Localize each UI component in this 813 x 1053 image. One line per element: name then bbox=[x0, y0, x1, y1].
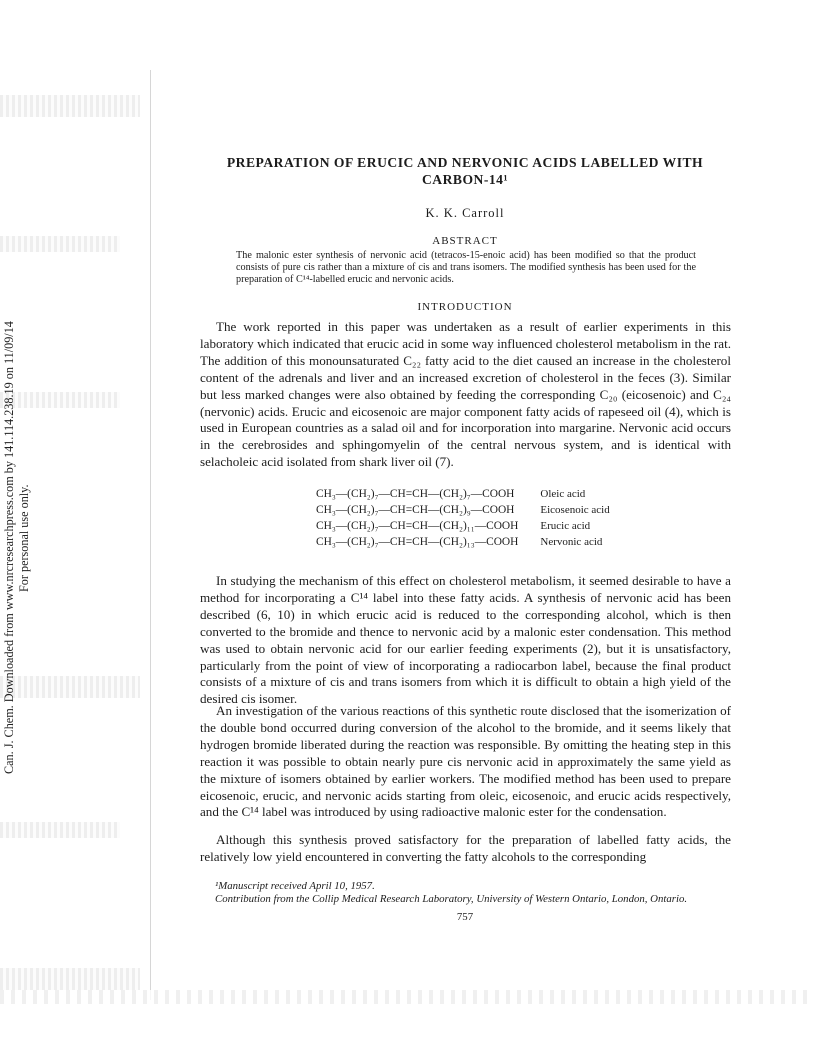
fatty-acid-formula-table bbox=[316, 486, 610, 550]
formula-row bbox=[316, 502, 610, 518]
paragraph-introduction: The work reported in this paper was undertaken as a result of earlier experiments in this laboratory which indicated that erucic acid in some way influenced cholesterol metabolism in the rat. The addition of this monounsaturated C₂₂ fatty acid to the diet caused an increase in the cholesterol content of the adrenals and liver and an increased excretion of cholesterol in the feces (3). Similar but less marked changes were also obtained by feeding the corresponding C₂₀ (eicosenoic) and C₂₄ (nervonic) acids. Erucic and eicosenoic are major component fatty acids of rapeseed oil (4), which is used in European countries as a salad oil and for incorporation into margarine. Nervonic acid occurs in the cerebrosides and sphingomyelin of the central nervous system, and is identical with selacholeic acid isolated from shark liver oil (7). bbox=[200, 319, 731, 470]
scan-artifact bbox=[0, 95, 140, 117]
paragraph-synthesis: Although this synthesis proved satisfactory for the preparation of labelled fatty acids, the relatively low yield encountered in converting the fatty alcohols to the corresponding bbox=[200, 832, 731, 864]
article-title: PREPARATION OF ERUCIC AND NERVONIC ACIDS LABELLED WITH CARBON-14¹ bbox=[226, 155, 704, 187]
scan-artifact bbox=[0, 968, 140, 990]
acid-name: Erucic acid bbox=[540, 520, 591, 532]
paragraph-mechanism: In studying the mechanism of this effect on cholesterol metabolism, it seemed desirable to have a method for incorporating a C¹⁴ label into these fatty acids. A synthesis of nervonic acid has been described (6, 10) in which erucic acid is reduced to the corresponding alcohol, which is then converted to the bromide and thence to nervonic acid by a malonic ester condensation. This method was used to obtain nervonic acid for our earlier feeding experiments (2), but it is unsatisfactory, particularly from the point of view of incorporating a radiocarbon label, because the final product consists of a mixture of cis and trans isomers from which it is difficult to obtain a high yield of the desired cis isomer. bbox=[200, 573, 731, 707]
paragraph-investigation: An investigation of the various reactions of this synthetic route disclosed that the isomerization of the double bond occurred during conversion of the alcohol to the bromide, and it seems likely that hydrogen bromide liberated during the reaction was responsible. By omitting the heating step in this reaction it was possible to obtain nearly pure cis nervonic acid in approximately the same yield as the mixture of isomers obtained by earlier workers. The modified method has been used to prepare eicosenoic, erucic, and nervonic acids starting from oleic, eicosenoic, and erucic acids respectively, and the C¹⁴ label was introduced by using radioactive malonic ester for the condensation. bbox=[200, 703, 731, 820]
formula-row bbox=[316, 534, 610, 550]
introduction-heading: INTRODUCTION bbox=[417, 301, 513, 313]
abstract-heading: ABSTRACT bbox=[432, 235, 498, 247]
scan-artifact bbox=[0, 822, 120, 838]
formula: CH₃—(CH₂)₇—CH=CH—(CH₂)₁₃—COOH bbox=[316, 536, 519, 548]
formula: CH₃—(CH₂)₇—CH=CH—(CH₂)₉—COOH bbox=[316, 504, 515, 516]
formula-row bbox=[316, 518, 610, 534]
footnote-contribution: Contribution from the Collip Medical Research Laboratory, University of Western Ontario, London, Ontario. bbox=[215, 893, 688, 905]
abstract-text: The malonic ester synthesis of nervonic acid (tetracos-15-enoic acid) has been modified so that the product consists of pure cis rather than a mixture of cis and trans isomers. The modified synthesis has been used for the preparation of C¹⁴-labelled erucic and nervonic acids. bbox=[236, 250, 696, 285]
author-name: K. K. Carroll bbox=[425, 206, 505, 220]
page-number: 757 bbox=[456, 911, 474, 923]
formula: CH₃—(CH₂)₇—CH=CH—(CH₂)₁₁—COOH bbox=[316, 520, 519, 532]
scan-artifact-bottom bbox=[0, 990, 813, 1004]
scan-gutter-line bbox=[150, 70, 151, 1000]
acid-name: Eicosenoic acid bbox=[540, 504, 610, 516]
formula-row bbox=[316, 486, 610, 502]
watermark-line-2: For personal use only. bbox=[17, 484, 31, 592]
watermark-line-1: Can. J. Chem. Downloaded from www.nrcresearchpress.com by 141.114.238.19 on 11/09/14 bbox=[2, 321, 16, 774]
formula: CH₃—(CH₂)₇—CH=CH—(CH₂)₇—COOH bbox=[316, 488, 515, 500]
download-watermark bbox=[2, 321, 32, 774]
footnote-received: ¹Manuscript received April 10, 1957. bbox=[215, 880, 375, 892]
acid-name: Oleic acid bbox=[540, 488, 586, 500]
acid-name: Nervonic acid bbox=[540, 536, 603, 548]
scan-artifact bbox=[0, 236, 120, 252]
